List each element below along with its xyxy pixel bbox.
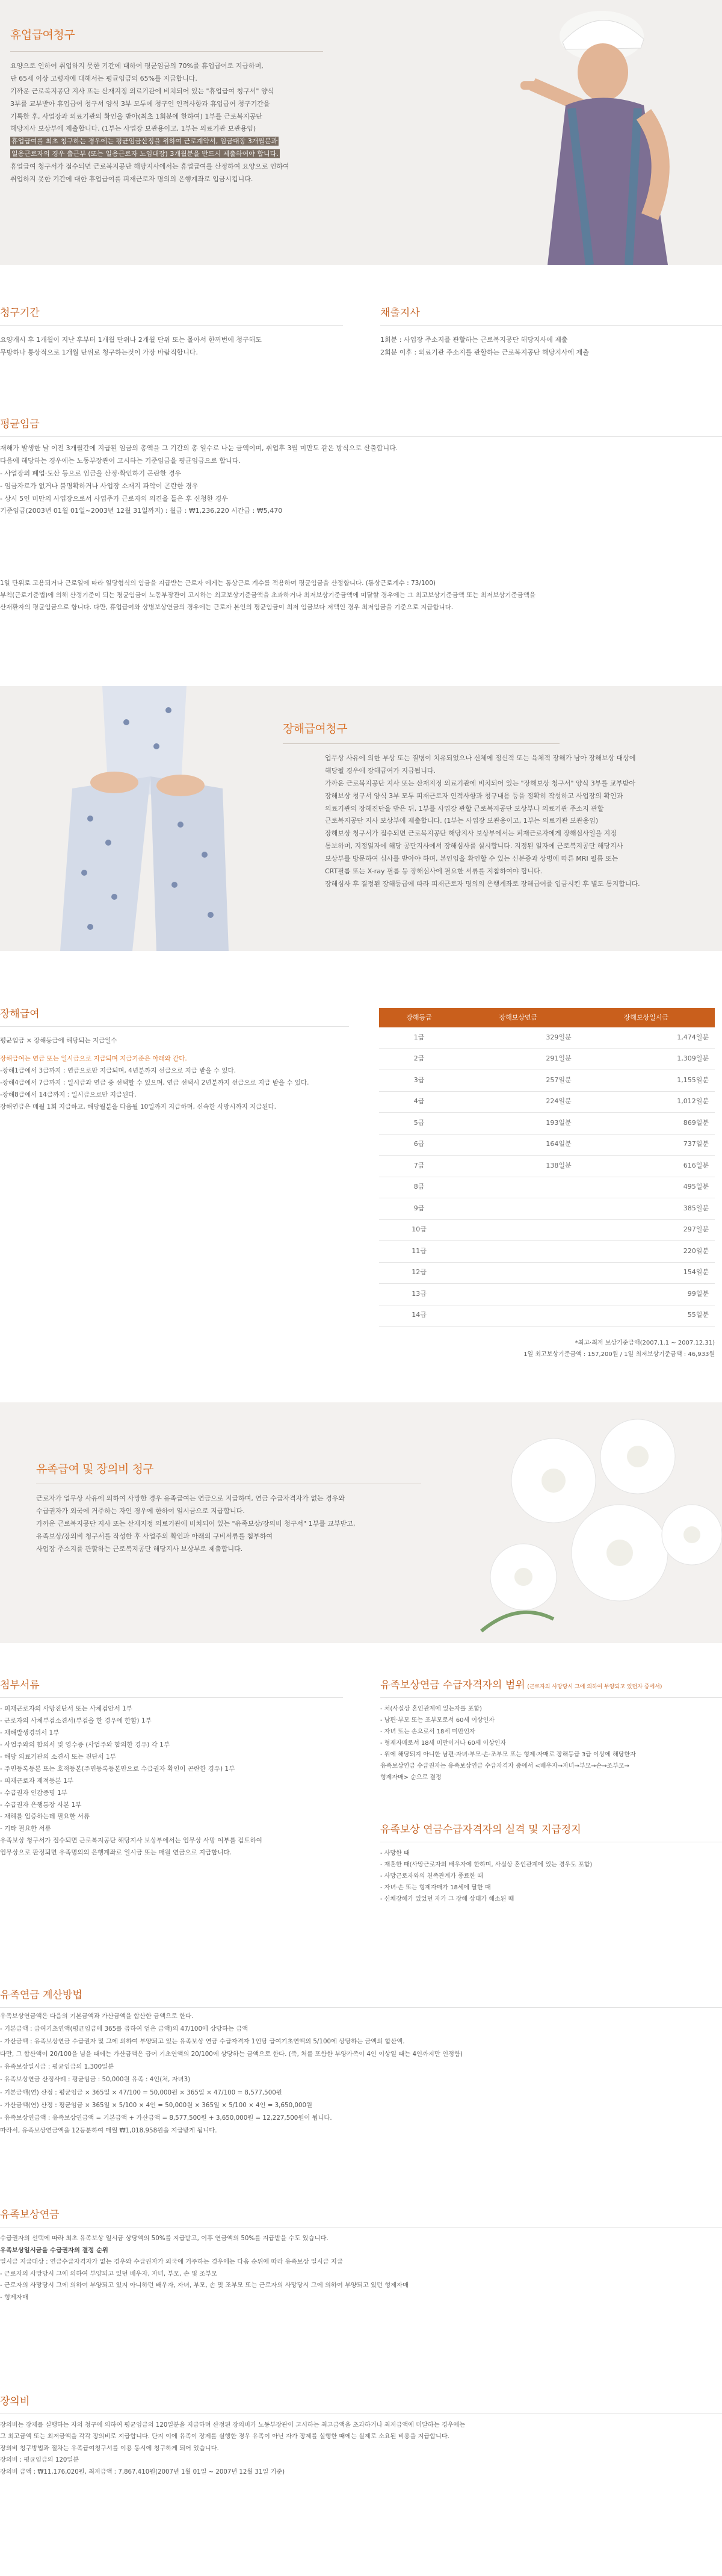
list-item: - 피재근로자의 사망진단서 또는 사체검안서 1부 [0, 1705, 132, 1712]
list-item: - 사업주와의 합의서 및 영수증 (사업주와 합의한 경우) 각 1부 [0, 1741, 170, 1748]
body-line: 업무상 사유에 의한 부상 또는 질병이 치유되었으나 신체에 정신적 또는 육체적 장해가 남아 장해보상 대상에 [325, 754, 636, 762]
list-item: - 수급권자 은행통장 사본 1부 [0, 1801, 82, 1809]
section-disability-claim [0, 686, 722, 951]
body-line: 요양으로 인하여 취업하지 못한 기간에 대하여 평균임금의 70%를 휴업급여로 지급하며, [10, 62, 264, 70]
survivor-pension-title: 유족보상연금 [0, 2209, 60, 2221]
table-row [379, 1219, 715, 1241]
cell-lump-sum: 495일분 [578, 1177, 715, 1198]
disability-benefit-text [0, 1035, 361, 1113]
table-row [379, 1113, 715, 1135]
cell-pension: 329일분 [459, 1027, 578, 1048]
body-line: 1일 단위로 고용되거나 근로일에 따라 일당형식의 임금을 지급받는 근로자 에게는 통상근로 계수를 적용하여 평균임금을 산정합니다. (통상근로계수 : 73/100) [0, 580, 436, 587]
body-line: 휴업급여 청구서가 접수되면 근로복지공단 해당지사에서는 휴업급여를 산정하여 요양으로 인하여 [10, 163, 289, 171]
body-line: 가까운 근로복지공단 지사 또는 산재지정 의료기관에 비치되어 있는 "장해보상 청구서" 양식 3부를 교부받아 [325, 779, 635, 787]
list-item: - 위에 해당되지 아니한 남편·자녀·부모·손·조부모 또는 형제·자매로 장해등급 3급 이상에 해당한자 [380, 1751, 636, 1758]
disability-rate-table-wrap [379, 1008, 715, 1360]
cell-grade: 11급 [379, 1241, 459, 1263]
cell-grade: 2급 [379, 1048, 459, 1070]
section-disability-benefit [0, 951, 722, 1372]
cell-grade: 9급 [379, 1198, 459, 1220]
body-line: 가까운 근로복지공단 지사 또는 산재지정 의료기관에 비치되어 있는 "유족보상/장의비 청구서" 1부를 교부받고, [36, 1519, 356, 1528]
cell-lump-sum: 1,309일분 [578, 1048, 715, 1070]
table-header-row [379, 1008, 715, 1027]
divider [283, 743, 560, 744]
body-line: 통보하며, 지정일자에 해당 공단지사에서 장해심사를 실시합니다. 지정된 일자에 근로복지공단 해당지사 [325, 842, 623, 850]
body-line: 유족보상연금액은 다음의 기본금액과 가산금액을 합산한 금액으로 한다. [0, 2013, 194, 2020]
cell-lump-sum: 616일분 [578, 1156, 715, 1177]
documents-list [0, 1703, 355, 1859]
body-line: 다음에 해당하는 경우에는 노동부장관이 고시하는 기준임금을 평균임금으로 합니다. [0, 456, 241, 465]
table-note: *최고·최저 보상기준금액(2007.1.1 ~ 2007.12.31) [575, 1340, 715, 1346]
body-line: 장해보상 청구서 양식 3부 모두 피재근로자 인적사항과 청구내용 등을 정확히 작성하고 사업장의 확인과 [325, 791, 623, 800]
funeral-text [0, 2420, 722, 2478]
section-claim-period [0, 265, 722, 385]
body-line: - 기본금액 : 급여기초연액(평균임금에 365를 곱하여 얻은 금액)의 47/100에 상당하는 금액 [0, 2025, 248, 2033]
section-pension-calc [0, 1932, 722, 2155]
body-line: 근로복지공단 지사 보상부에 제출합니다. (1부는 사업장 보관용이고, 1부는 의료기관 보관용임) [325, 817, 599, 825]
cell-pension: 138일분 [459, 1156, 578, 1177]
list-item: - 자녀 또는 손으로서 18세 미만인자 [380, 1729, 475, 1735]
cell-pension [459, 1177, 578, 1198]
list-item: - 사망한 때 [380, 1850, 410, 1857]
claim-period-text [0, 334, 343, 359]
cell-pension [459, 1219, 578, 1241]
table-row [379, 1156, 715, 1177]
worker-knee-image [36, 686, 253, 951]
claim-period-title: 청구기간 [0, 307, 40, 319]
divider [0, 436, 722, 437]
list-item: - 형제자매로서 18세 미만이거나 60세 이상인자 [380, 1740, 507, 1747]
body-line: - 가산금액 : 유족보상연금 수급권자 및 그에 의하여 부양되고 있는 유족보상 연금 수급자격자 1인당 급여기초연액의 5/100에 상당하는 금액의 합산액. [0, 2038, 405, 2046]
average-wage-text [0, 442, 722, 518]
body-line: 기록한 후, 사업장과 의료기관의 확인을 받아(최초 1회분에 한하여) 1부를 근로복지공단 [10, 112, 262, 120]
body-line: -장해8급에서 14급까지 : 일시금으로만 지급된다. [0, 1091, 137, 1098]
body-line: 기까운 근로복지공단 지사 또는 산재지정 의료기관에 비치되어 있는 "휴업급여 청구서" 양식 [10, 87, 274, 95]
table-row [379, 1262, 715, 1284]
cell-grade: 4급 [379, 1091, 459, 1113]
body-line: - 가산금액(연) 산정 : 평균임금 × 365일 × 5/100 × 4인 = 50,000원 × 365일 × 5/100 × 4인 = 3,650,000원 [0, 2101, 312, 2109]
list-item: - 근로자의 사체부검소견서(부검을 한 경우에 한함) 1부 [0, 1717, 152, 1724]
body-line: 따라서, 유족보상연금액을 12등분하여 매월 ₩1,018,958원을 지급받게 됩니다. [0, 2126, 217, 2134]
body-line: - 임금자료가 없거나 불명확하거나 사업장 소재지 파악이 곤란한 경우 [0, 481, 199, 490]
divider [0, 2413, 722, 2414]
body-line: 수급권자가 외국에 거주하는 자인 경우에 한하여 일시금으로 지급합니다. [36, 1506, 245, 1515]
list-item: - 재해발생경위서 1부 [0, 1729, 60, 1736]
list-item: - 재해를 입증하는데 필요한 서류 [0, 1813, 90, 1821]
divider [0, 1026, 349, 1027]
section-body [10, 60, 371, 186]
table-row [379, 1027, 715, 1048]
body-line: -장해4급에서 7급까지 : 일시금과 연금 중 선택할 수 있으며, 연금 선택시 2년분까지 선급으로 지급 받을 수 있다. [0, 1079, 309, 1086]
cell-pension [459, 1305, 578, 1327]
eligibility-title: 유족보상연금 수급자격자의 범위 [380, 1679, 525, 1691]
highlight-note: 휴업급여를 최초 청구하는 경우에는 평균임금산정을 위하여 근로계약서, 임금대장 3개월분과 [11, 137, 278, 146]
cell-pension [459, 1198, 578, 1220]
divider [380, 1697, 722, 1698]
body-line: - 유족보상일시금 : 평균임금의 1,300일분 [0, 2063, 114, 2071]
worker-pointing-image [391, 0, 722, 265]
section-title: 유족급여 및 장의비 청구 [36, 1463, 154, 1476]
cell-grade: 8급 [379, 1177, 459, 1198]
pension-calc-title: 유족연금 계산방법 [0, 1989, 82, 2001]
documents-title: 첨부서류 [0, 1679, 40, 1691]
cell-lump-sum: 154일분 [578, 1262, 715, 1284]
subheading-line: 유족보상일시금을 수급권자의 결정 순위 [0, 2246, 108, 2254]
body-line: 근로자가 업무상 사유에 의하여 사망한 경우 유족급여는 연금으로 지급하며, 연금 수급자격자가 없는 경우와 [36, 1494, 345, 1502]
cell-grade: 13급 [379, 1284, 459, 1305]
divider [0, 325, 343, 326]
eligibility-list [380, 1703, 722, 1783]
body-line: - 기본금액(연) 산정 : 평균임금 × 365일 × 47/100 = 50,000원 × 365일 × 47/100 = 8,577,500원 [0, 2088, 282, 2096]
list-item: - 해당 의료기관의 소견서 또는 진단서 1부 [0, 1753, 116, 1760]
eligibility-title-note: (근로자의 사망당시 그에 의하여 부양되고 있던자 중에서) [527, 1684, 662, 1690]
body-line: 무방하나 통상적으로 1개월 단위로 청구하는것이 가장 바람직합니다. [0, 348, 199, 356]
survivor-pension-text [0, 2233, 722, 2303]
eligibility-title-wrap [380, 1679, 662, 1693]
body-line: 장해심사 후 결정된 장해등급에 따라 피재근로자 명의의 은행계좌로 장해급여를 입금시킨 후 별도 통지합니다. [325, 879, 640, 888]
disqualification-title: 유족보상 연금수급자격자의 실격 및 지급정지 [380, 1824, 581, 1836]
body-line: 업무상으로 판정되면 유족명의의 은행계좌로 일시금 또는 매월 연금으로 지급합니다. [0, 1849, 232, 1857]
section-average-wage [0, 385, 722, 662]
cell-pension [459, 1241, 578, 1263]
cell-grade: 6급 [379, 1134, 459, 1156]
list-item: - 수급권자 인감증명 1부 [0, 1789, 67, 1797]
body-line: 일시금 지급대상 : 연금수급자격자가 없는 경우와 수급권자가 외국에 거주하는 경우에는 다음 순위에 따라 유족보상 일시금 지급 [0, 2258, 343, 2266]
body-line: 2회분 이후 : 의료기관 주소지를 관할하는 근로복지공단 해당지사에 제출 [380, 348, 589, 356]
col-lump-sum: 장해보상일시금 [578, 1008, 715, 1027]
cell-grade: 3급 [379, 1070, 459, 1092]
body-line: 의료기관의 장해진단을 받은 뒤, 1부를 사업장 관할 근로복지공단 보상부나 의료기관 주소지 관할 [325, 804, 604, 813]
cell-pension: 291일분 [459, 1048, 578, 1070]
disability-benefit-title: 장해급여 [0, 1008, 40, 1020]
cell-grade: 7급 [379, 1156, 459, 1177]
disqualification-list [380, 1848, 722, 1905]
section-title: 장해급여청구 [283, 722, 348, 735]
divider [0, 1697, 343, 1698]
cell-lump-sum: 297일분 [578, 1219, 715, 1241]
cell-pension [459, 1262, 578, 1284]
list-item: - 사망근로자와의 친족관계가 종료한 때 [380, 1873, 483, 1880]
body-line: 장의비 금액 : ₩11,176,020원, 최저금액 : 7,867,410원(2007년 1월 01일 ~ 2007년 12월 31일 기준) [0, 2468, 285, 2475]
body-line: - 사업장의 폐업·도산 등으로 임금을 산정·확인하기 곤란한 경우 [0, 469, 182, 477]
cell-lump-sum: 220일분 [578, 1241, 715, 1263]
body-line: - 형제자매 [0, 2293, 28, 2301]
spacer-line [0, 1047, 361, 1053]
body-line: 형제자매> 순으로 결정 [380, 1774, 442, 1781]
section-title: 휴업급여청구 [10, 28, 75, 42]
cell-grade: 14급 [379, 1305, 459, 1327]
divider [10, 51, 323, 52]
cell-pension: 224일분 [459, 1091, 578, 1113]
cell-lump-sum: 1,474일분 [578, 1027, 715, 1048]
cell-pension: 193일분 [459, 1113, 578, 1135]
body-line: 부칙(근로기준법)에 의해 산정기준이 되는 평균임금이 노동부장관이 고시하는 최고보상기준금액을 초과하거나 최저보상기준금액에 미달할 경우에는 그 최고보상기준금액 또는 최저보상기준금액을 [0, 591, 535, 599]
list-item: - 주민등록등본 또는 호적등본(주민등록등본만으로 수급권자 확인이 곤란한 경우) 1부 [0, 1765, 235, 1773]
table-row [379, 1048, 715, 1070]
list-item: - 처(사실상 혼인관계에 있는자를 포함) [380, 1706, 483, 1712]
table-row [379, 1241, 715, 1263]
notice-line: 장해급여는 연금 또는 일시금으로 지급되며 지급기준은 아래와 같다. [0, 1054, 187, 1062]
body-line: 3부를 교부받아 휴업급여 청구서 양식 3부 모두에 청구인 인적사항과 휴업급여 청구기간을 [10, 99, 270, 108]
body-line: 장의비는 장제를 실행하는 자의 청구에 의하여 평균임금의 120일분을 지급하며 산정된 장의비가 노동부장관이 고시하는 최고금액을 초과하거나 최저금액에 미달하는 경우에는 [0, 2422, 466, 2429]
divider [380, 325, 722, 326]
body-line: 유족보상/장의비 청구서를 작성한 후 사업주의 확인과 아래의 구비서류를 첨부하여 [36, 1532, 273, 1540]
pension-calc-text [0, 2010, 722, 2137]
disability-rate-table [379, 1008, 715, 1327]
body-line: - 유족보상연금액 : 유족보상연금액 = 기본금액 + 가산금액 = 8,577,500원 + 3,650,000원 = 12,227,500원이 됩니다. [0, 2114, 332, 2122]
body-line: 그 최고금액 또는 최저금액을 각각 장의비로 지급합니다. 단지 이에 유족이 장제를 실행한 경우 유족이 아닌 자가 장제를 실행한 때에는 실제로 소요된 비용을 지급합니다. [0, 2433, 449, 2441]
cell-lump-sum: 869일분 [578, 1113, 715, 1135]
body-line: - 근로자의 사망당시 그에 의하여 부양되고 있던 배우자, 자녀, 부모, 손 및 조부모 [0, 2270, 218, 2277]
body-line: 유족보상연금 수급권자는 유족보상연금 수급자격자 중에서 <배우자→자녀→부모→손→조부모→ [380, 1763, 629, 1769]
cell-pension: 257일분 [459, 1070, 578, 1092]
body-line: 해당지사 보상부에 제출합니다. (1부는 사업장 보관용이고, 1부는 의료기관 보관용임) [10, 125, 256, 133]
body-line: 수급권자의 선택에 따라 최초 유족보상 일시금 상당액의 50%를 지급받고, 이후 연금액의 50%를 지급받을 수도 있습니다. [0, 2235, 329, 2242]
average-wage-text-2 [0, 578, 722, 614]
body-line: - 근로자의 사망당시 그에 의하여 부양되고 있지 아니하던 배우자, 자녀, 부모, 손 및 조부모 또는 근로자의 사망당시 그에 의하여 부양되고 있던 형제자매 [0, 2282, 409, 2290]
body-line: 재해가 발생한 날 이전 3개월간에 지급된 임금의 총액을 그 기간의 총 일수로 나눈 금액이며, 취업후 3월 미만도 같은 방식으로 산출합니다. [0, 444, 398, 452]
cell-grade: 12급 [379, 1262, 459, 1284]
body-line: 장의비 : 평균임금의 120일분 [0, 2457, 79, 2464]
section-funeral [0, 2323, 722, 2576]
body-line: 1회분 : 사업장 주소지를 관할하는 근로복지공단 해당지사에 제출 [380, 336, 568, 344]
list-item: - 피재근로자 제적등본 1부 [0, 1777, 73, 1785]
body-line: - 상시 5인 미만의 사업장으로서 사업주가 근로자의 의견을 들은 후 신청한 경우 [0, 494, 228, 503]
cell-grade: 1급 [379, 1027, 459, 1048]
body-line: 장해보상 청구서가 접수되면 근로복지공단 해당지사 보상부에서는 피재근로자에게 장해심사일을 지정 [325, 829, 617, 838]
cell-pension: 164일분 [459, 1134, 578, 1156]
section-sick-leave [0, 0, 722, 265]
table-row [379, 1284, 715, 1305]
section-survivor-claim [0, 1402, 722, 1643]
section-documents [0, 1643, 722, 1932]
body-line: 산재환자의 평균임금으로 합니다. 다만, 휴업급여와 상병보상연금의 경우에는 근로자 본인의 평균임금이 최저 임금보다 저액인 경우 최저임금을 기준으로 지급합니다. [0, 603, 454, 611]
survivor-claim-text [36, 1493, 457, 1555]
table-row [379, 1091, 715, 1113]
average-wage-title: 평균임금 [0, 418, 40, 430]
disability-claim-text [325, 752, 722, 891]
divider [0, 2007, 722, 2008]
funeral-title: 장의비 [0, 2395, 30, 2407]
cell-lump-sum: 1,155일분 [578, 1070, 715, 1092]
list-item: - 신체장해가 있었던 자가 그 장해 상태가 해소된 때 [380, 1896, 514, 1903]
cell-lump-sum: 737일분 [578, 1134, 715, 1156]
cell-pension [459, 1284, 578, 1305]
divider [0, 2227, 722, 2228]
list-item: - 남편·부모 또는 조부모로서 60세 이상인자 [380, 1717, 495, 1724]
cell-lump-sum: 385일분 [578, 1198, 715, 1220]
list-item: - 자녀·손 또는 형제자매가 18세에 달한 때 [380, 1884, 491, 1891]
section-survivor-pension [0, 2155, 722, 2323]
list-item: - 재혼한 때(사망근로자의 배우자에 한하며, 사실상 혼인관계에 있는 경우도 포함) [380, 1862, 593, 1868]
body-line: 보상부를 방문하여 심사를 받아야 하며, 본인임을 확인할 수 있는 신분증과 상병에 따른 MRI 필름 또는 [325, 855, 619, 863]
body-line: - 유족보상연금 산정사례 : 평균임금 : 50,000원 유족 : 4인(처, 자녀3) [0, 2076, 191, 2084]
cell-lump-sum: 1,012일분 [578, 1091, 715, 1113]
cell-grade: 5급 [379, 1113, 459, 1135]
table-row [379, 1177, 715, 1198]
col-grade: 장해등급 [379, 1008, 459, 1027]
body-line: CRT필름 또는 X-ray 필름 등 장해심사에 필요한 서류를 지참하여야 합니다. [325, 867, 543, 876]
formula-line: 평균임금 × 장해등급에 해당되는 지급일수 [0, 1037, 117, 1044]
table-row [379, 1305, 715, 1327]
body-line: 취업하지 못한 기간에 대한 휴업급여를 피재근로자 명의의 은행계좌로 입금시킵니다. [10, 175, 253, 184]
body-line: 요양개시 후 1개월이 지난 후부터 1개월 단위나 2개월 단위 또는 몰아서 한꺼번에 청구해도 [0, 336, 262, 344]
body-line: 해당될 경우에 장해급여가 지급됩니다. [325, 766, 436, 775]
body-line: 장해연금은 매월 1회 지급하고, 해당월분을 다음월 10일까지 지급하며, 신속한 사망시까지 지급된다. [0, 1103, 277, 1110]
submit-office-title: 채출지사 [380, 307, 420, 319]
white-chrysanthemum-image [469, 1402, 722, 1643]
body-line: 유족보상 청구서가 접수되면 근로복지공단 해당지사 보상부에서는 업무상 사망 여부를 검토하여 [0, 1837, 262, 1845]
body-line: 사업장 주소지를 관할하는 근로복지공단 해당지사 보상부로 제출합니다. [36, 1544, 243, 1553]
cell-lump-sum: 99일분 [578, 1284, 715, 1305]
col-pension: 장해보상연금 [459, 1008, 578, 1027]
table-note: 1일 최고보상기준금액 : 157,200원 / 1일 최저보상기준금액 : 46,933원 [523, 1351, 715, 1358]
table-row [379, 1070, 715, 1092]
body-line: 다만, 그 합산액이 20/100을 넘을 때에는 가산금액은 급여 기초연액의 20/100에 상당하는 금액으로 한다. (즉, 처를 포함한 부양가족이 4인 이상일 때는 4인까지만 인정함) [0, 2051, 463, 2058]
cell-grade: 10급 [379, 1219, 459, 1241]
body-line: 기준임금(2003년 01월 01일~2003년 12월 31일까지) : 월급 : ₩1,236,220 시간급 : ₩5,470 [0, 507, 283, 515]
body-line: 장의비 청구방법과 절차는 유족급여청구서를 이용 동시에 청구하게 되어 있습니다. [0, 2445, 219, 2452]
list-item: - 기타 필요한 서류 [0, 1825, 51, 1833]
table-row [379, 1198, 715, 1220]
table-row [379, 1134, 715, 1156]
body-line: -장해1급에서 3급까지 : 연금으로만 지급되며, 4년분까지 선급으로 지급 받을 수 있다. [0, 1067, 236, 1074]
highlight-note: 일용근로자의 경우 출근부 (또는 일용근로자 노임대장) 3개월분을 반드시 제출하여야 합니다. [11, 150, 279, 158]
body-line: 단 65세 이상 고령자에 대해서는 평균임금의 65%를 지급합니다. [10, 74, 197, 82]
cell-lump-sum: 55일분 [578, 1305, 715, 1327]
submit-office-text [380, 334, 722, 359]
